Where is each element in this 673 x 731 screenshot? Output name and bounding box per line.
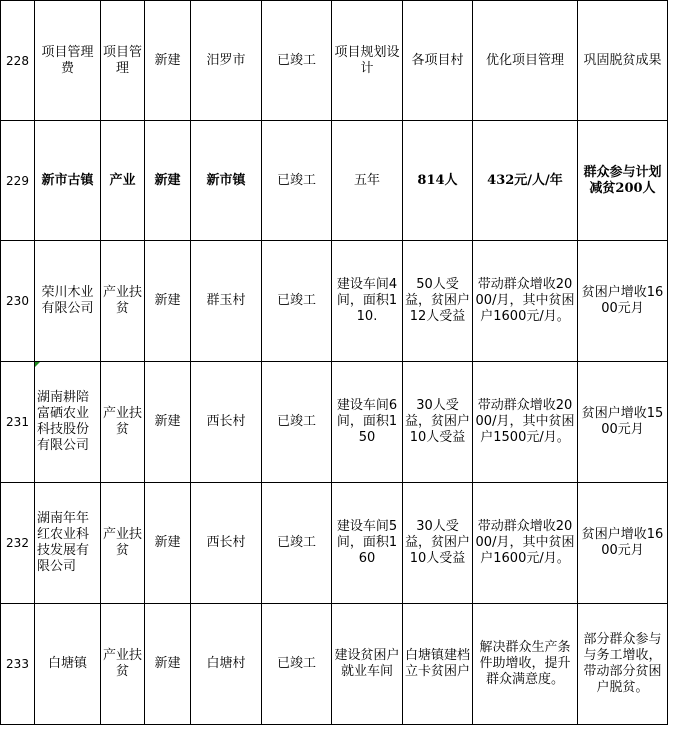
project-type-cell[interactable]: 产业扶贫 <box>101 604 145 725</box>
benefit-mechanism-cell[interactable]: 带动群众增收2000/月，其中贫困户1600元/月。 <box>473 483 578 604</box>
status-cell[interactable]: 已竣工 <box>262 604 332 725</box>
row-number-cell[interactable]: 232 <box>1 483 35 604</box>
row-number-cell[interactable]: 231 <box>1 362 35 483</box>
status-cell[interactable]: 已竣工 <box>262 483 332 604</box>
row-number-cell[interactable]: 229 <box>1 121 35 241</box>
beneficiary-cell[interactable]: 白塘镇建档立卡贫困户 <box>403 604 473 725</box>
benefit-mechanism-cell[interactable]: 解决群众生产条件助增收，提升群众满意度。 <box>473 604 578 725</box>
status-cell[interactable]: 已竣工 <box>262 241 332 362</box>
project-type-cell[interactable]: 项目管理 <box>101 1 145 121</box>
location-cell[interactable]: 白塘村 <box>191 604 262 725</box>
effect-cell[interactable]: 群众参与计划减贫200人 <box>578 121 668 241</box>
effect-cell[interactable]: 贫困户增收1600元月 <box>578 241 668 362</box>
location-cell[interactable]: 西长村 <box>191 362 262 483</box>
effect-cell[interactable]: 贫困户增收1600元月 <box>578 483 668 604</box>
benefit-mechanism-cell[interactable]: 优化项目管理 <box>473 1 578 121</box>
construction-content-cell[interactable]: 建设车间6间，面积150 <box>332 362 403 483</box>
beneficiary-cell[interactable]: 50人受益，贫困户12人受益 <box>403 241 473 362</box>
location-cell[interactable]: 群玉村 <box>191 241 262 362</box>
project-name-cell[interactable]: 新市古镇 <box>35 121 101 241</box>
construction-nature-cell[interactable]: 新建 <box>145 1 191 121</box>
table-row <box>1 483 668 604</box>
project-type-cell[interactable]: 产业扶贫 <box>101 241 145 362</box>
construction-content-cell[interactable]: 项目规划设计 <box>332 1 403 121</box>
project-name-cell[interactable]: 湖南耕陪富硒农业科技股份有限公司 <box>35 362 101 483</box>
beneficiary-cell[interactable]: 30人受益，贫困户10人受益 <box>403 483 473 604</box>
construction-content-cell[interactable]: 建设车间4间，面积110. <box>332 241 403 362</box>
construction-content-cell[interactable]: 建设贫困户就业车间 <box>332 604 403 725</box>
beneficiary-cell[interactable]: 各项目村 <box>403 1 473 121</box>
table-row <box>1 121 668 241</box>
location-cell[interactable]: 西长村 <box>191 483 262 604</box>
beneficiary-cell[interactable]: 814人 <box>403 121 473 241</box>
table-row <box>1 1 668 121</box>
benefit-mechanism-cell[interactable]: 带动群众增收2000/月，其中贫困户1600元/月。 <box>473 241 578 362</box>
benefit-mechanism-cell[interactable]: 带动群众增收2000/月，其中贫困户1500元/月。 <box>473 362 578 483</box>
effect-cell[interactable]: 贫困户增收1500元月 <box>578 362 668 483</box>
status-cell[interactable]: 已竣工 <box>262 121 332 241</box>
project-name-cell[interactable]: 荣川木业有限公司 <box>35 241 101 362</box>
construction-content-cell[interactable]: 建设车间5间，面积160 <box>332 483 403 604</box>
status-cell[interactable]: 已竣工 <box>262 1 332 121</box>
project-type-cell[interactable]: 产业扶贫 <box>101 362 145 483</box>
row-number-cell[interactable]: 230 <box>1 241 35 362</box>
table-row <box>1 362 668 483</box>
location-cell[interactable]: 汨罗市 <box>191 1 262 121</box>
construction-nature-cell[interactable]: 新建 <box>145 362 191 483</box>
effect-cell[interactable]: 部分群众参与与务工增收，带动部分贫困户脱贫。 <box>578 604 668 725</box>
construction-nature-cell[interactable]: 新建 <box>145 241 191 362</box>
project-type-cell[interactable]: 产业扶贫 <box>101 483 145 604</box>
table-row <box>1 604 668 725</box>
benefit-mechanism-cell[interactable]: 432元/人/年 <box>473 121 578 241</box>
status-cell[interactable]: 已竣工 <box>262 362 332 483</box>
construction-nature-cell[interactable]: 新建 <box>145 483 191 604</box>
row-number-cell[interactable]: 233 <box>1 604 35 725</box>
construction-nature-cell[interactable]: 新建 <box>145 604 191 725</box>
table-row <box>1 241 668 362</box>
construction-nature-cell[interactable]: 新建 <box>145 121 191 241</box>
location-cell[interactable]: 新市镇 <box>191 121 262 241</box>
beneficiary-cell[interactable]: 30人受益，贫困户10人受益 <box>403 362 473 483</box>
project-type-cell[interactable]: 产业 <box>101 121 145 241</box>
project-name-cell[interactable]: 项目管理费 <box>35 1 101 121</box>
construction-content-cell[interactable]: 五年 <box>332 121 403 241</box>
effect-cell[interactable]: 巩固脱贫成果 <box>578 1 668 121</box>
project-name-cell[interactable]: 白塘镇 <box>35 604 101 725</box>
project-name-cell[interactable]: 湖南年年红农业科技发展有限公司 <box>35 483 101 604</box>
row-number-cell[interactable]: 228 <box>1 1 35 121</box>
